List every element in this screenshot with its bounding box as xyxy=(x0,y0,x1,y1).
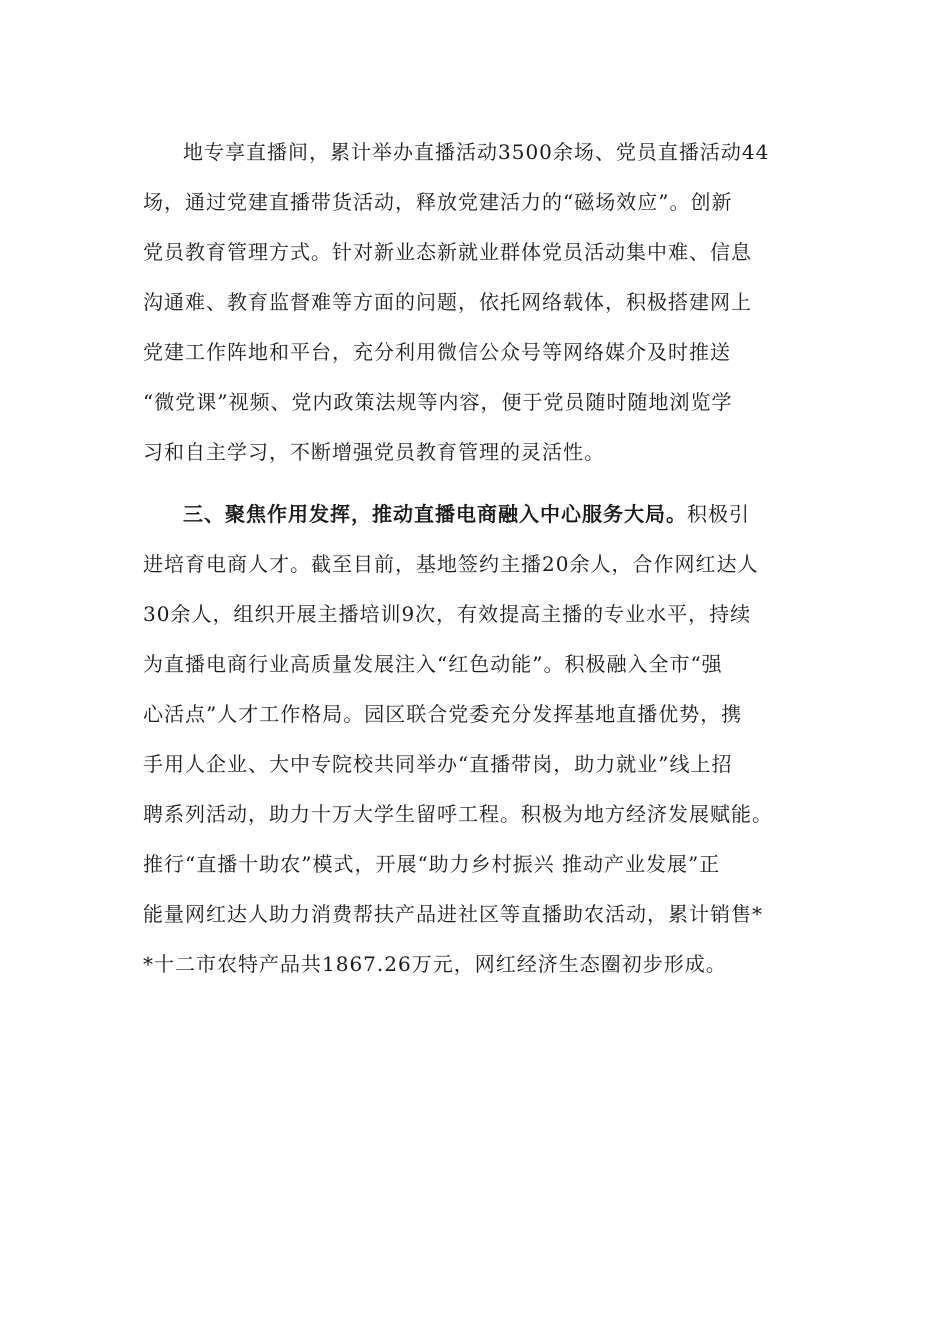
paragraph-1-line-4: 沟通难、教育监督难等方面的问题，依托网络载体，积极搭建网上 xyxy=(143,290,752,314)
paragraph-2-line-7: 聘系列活动，助力十万大学生留呼工程。积极为地方经济发展赋能。 xyxy=(143,802,773,826)
paragraph-1-line-3: 党员教育管理方式。针对新业态新就业群体党员活动集中难、信息 xyxy=(143,240,752,264)
paragraph-2-line-4: 为直播电商行业高质量发展注入“红色动能”。积极融入全市“强 xyxy=(143,652,723,676)
paragraph-2-line-6: 手用人企业、大中专院校共同举办“直播带岗，助力就业”线上招 xyxy=(143,752,733,776)
paragraph-1-line-2: 场，通过党建直播带货活动，释放党建活力的“磁场效应”。创新 xyxy=(143,190,733,214)
paragraph-2-first-line-rest: 积极引 xyxy=(687,502,750,526)
paragraph-2-line-2: 进培育电商人才。截至目前，基地签约主播20余人，合作网红达人 xyxy=(143,552,759,576)
paragraph-1-line-6: “微党课”视频、党内政策法规等内容，便于党员随时随地浏览学 xyxy=(143,390,733,414)
paragraph-2-line-5: 心活点”人才工作格局。园区联合党委充分发挥基地直播优势，携 xyxy=(143,702,743,726)
paragraph-2-line-8: 推行“直播十助农”模式，开展“助力乡村振兴 推动产业发展”正 xyxy=(143,852,721,876)
paragraph-1-line-7: 习和自主学习，不断增强党员教育管理的灵活性。 xyxy=(143,440,605,464)
paragraph-1-line-1: 地专享直播间，累计举办直播活动3500余场、党员直播活动44 xyxy=(183,140,770,164)
section-heading: 三、聚焦作用发挥，推动直播电商融入中心服务大局。 xyxy=(183,502,687,526)
paragraph-2-line-9: 能量网红达人助力消费帮扶产品进社区等直播助农活动，累计销售* xyxy=(143,902,763,926)
paragraph-2-line-3: 30余人，组织开展主播培训9次，有效提高主播的专业水平，持续 xyxy=(143,602,752,626)
paragraph-1-line-5: 党建工作阵地和平台，充分利用微信公众号等网络媒介及时推送 xyxy=(143,340,731,364)
paragraph-2-line-1 xyxy=(183,500,750,528)
paragraph-2-line-10: *十二市农特产品共1867.26万元，网红经济生态圈初步形成。 xyxy=(143,952,727,976)
